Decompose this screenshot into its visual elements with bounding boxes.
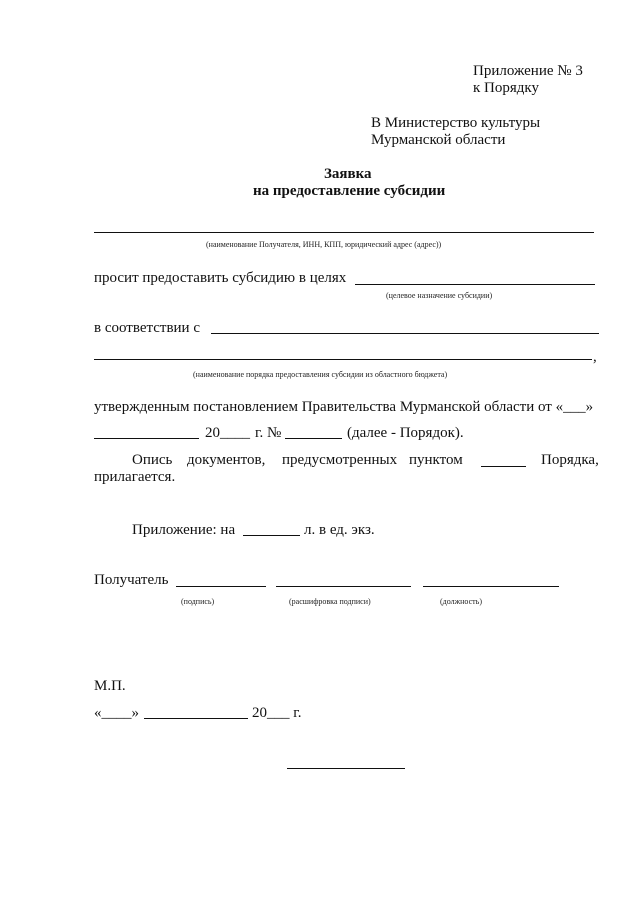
signature-line xyxy=(176,586,266,587)
year-suffix: г. № xyxy=(255,425,282,441)
inventory-word-3: предусмотренных xyxy=(282,452,398,468)
stamp-label: М.П. xyxy=(94,678,126,694)
purpose-line xyxy=(355,284,595,285)
accordance-text: в соответствии с xyxy=(94,320,200,336)
footer-separator xyxy=(287,768,405,769)
purpose-hint: (целевое назначение субсидии) xyxy=(386,291,493,300)
date-open: «____» xyxy=(94,705,139,721)
recipient-hint: (наименование Получателя, ИНН, КПП, юридический адрес (адрес)) xyxy=(206,240,442,249)
hereinafter-text: (далее - Порядок). xyxy=(347,425,464,441)
document-subtitle: на предоставление субсидии xyxy=(253,183,446,199)
attachment-suffix: л. в ед. экз. xyxy=(304,522,375,538)
decoding-hint: (расшифровка подписи) xyxy=(289,597,371,606)
inventory-word-2: документов, xyxy=(187,452,266,468)
inventory-line-2: прилагается. xyxy=(94,469,176,485)
request-text: просит предоставить субсидию в целях xyxy=(94,270,347,286)
number-line xyxy=(285,438,342,439)
appendix-number: Приложение № 3 xyxy=(473,63,583,79)
document-title: Заявка xyxy=(324,166,372,182)
inventory-word-5: Порядка, xyxy=(541,452,599,468)
addressee-line-1: В Министерство культуры xyxy=(371,115,541,131)
approved-text: утвержденным постановлением Правительства Мурманской области от «___» xyxy=(94,399,594,415)
inventory-word-4: пунктом xyxy=(409,452,463,468)
procedure-line xyxy=(94,359,592,360)
pages-line xyxy=(243,535,300,536)
accordance-line xyxy=(211,333,599,334)
decoding-line xyxy=(276,586,411,587)
date-year: 20____ xyxy=(205,425,250,441)
appendix-reference: к Порядку xyxy=(473,80,539,96)
position-hint: (должность) xyxy=(440,597,482,606)
comma: , xyxy=(593,349,597,365)
date-line xyxy=(94,438,199,439)
inventory-word-1: Опись xyxy=(132,452,173,468)
recipient-label: Получатель xyxy=(94,572,169,588)
clause-line xyxy=(481,466,526,467)
addressee-line-2: Мурманской области xyxy=(371,132,506,148)
signature-hint: (подпись) xyxy=(181,597,215,606)
recipient-name-line xyxy=(94,232,594,233)
month-line xyxy=(144,718,248,719)
procedure-hint: (наименование порядка предоставления субсидии из областного бюджета) xyxy=(193,370,448,379)
attachment-label: Приложение: на xyxy=(132,522,236,538)
position-line xyxy=(423,586,559,587)
date-year-2: 20___ г. xyxy=(252,705,302,721)
